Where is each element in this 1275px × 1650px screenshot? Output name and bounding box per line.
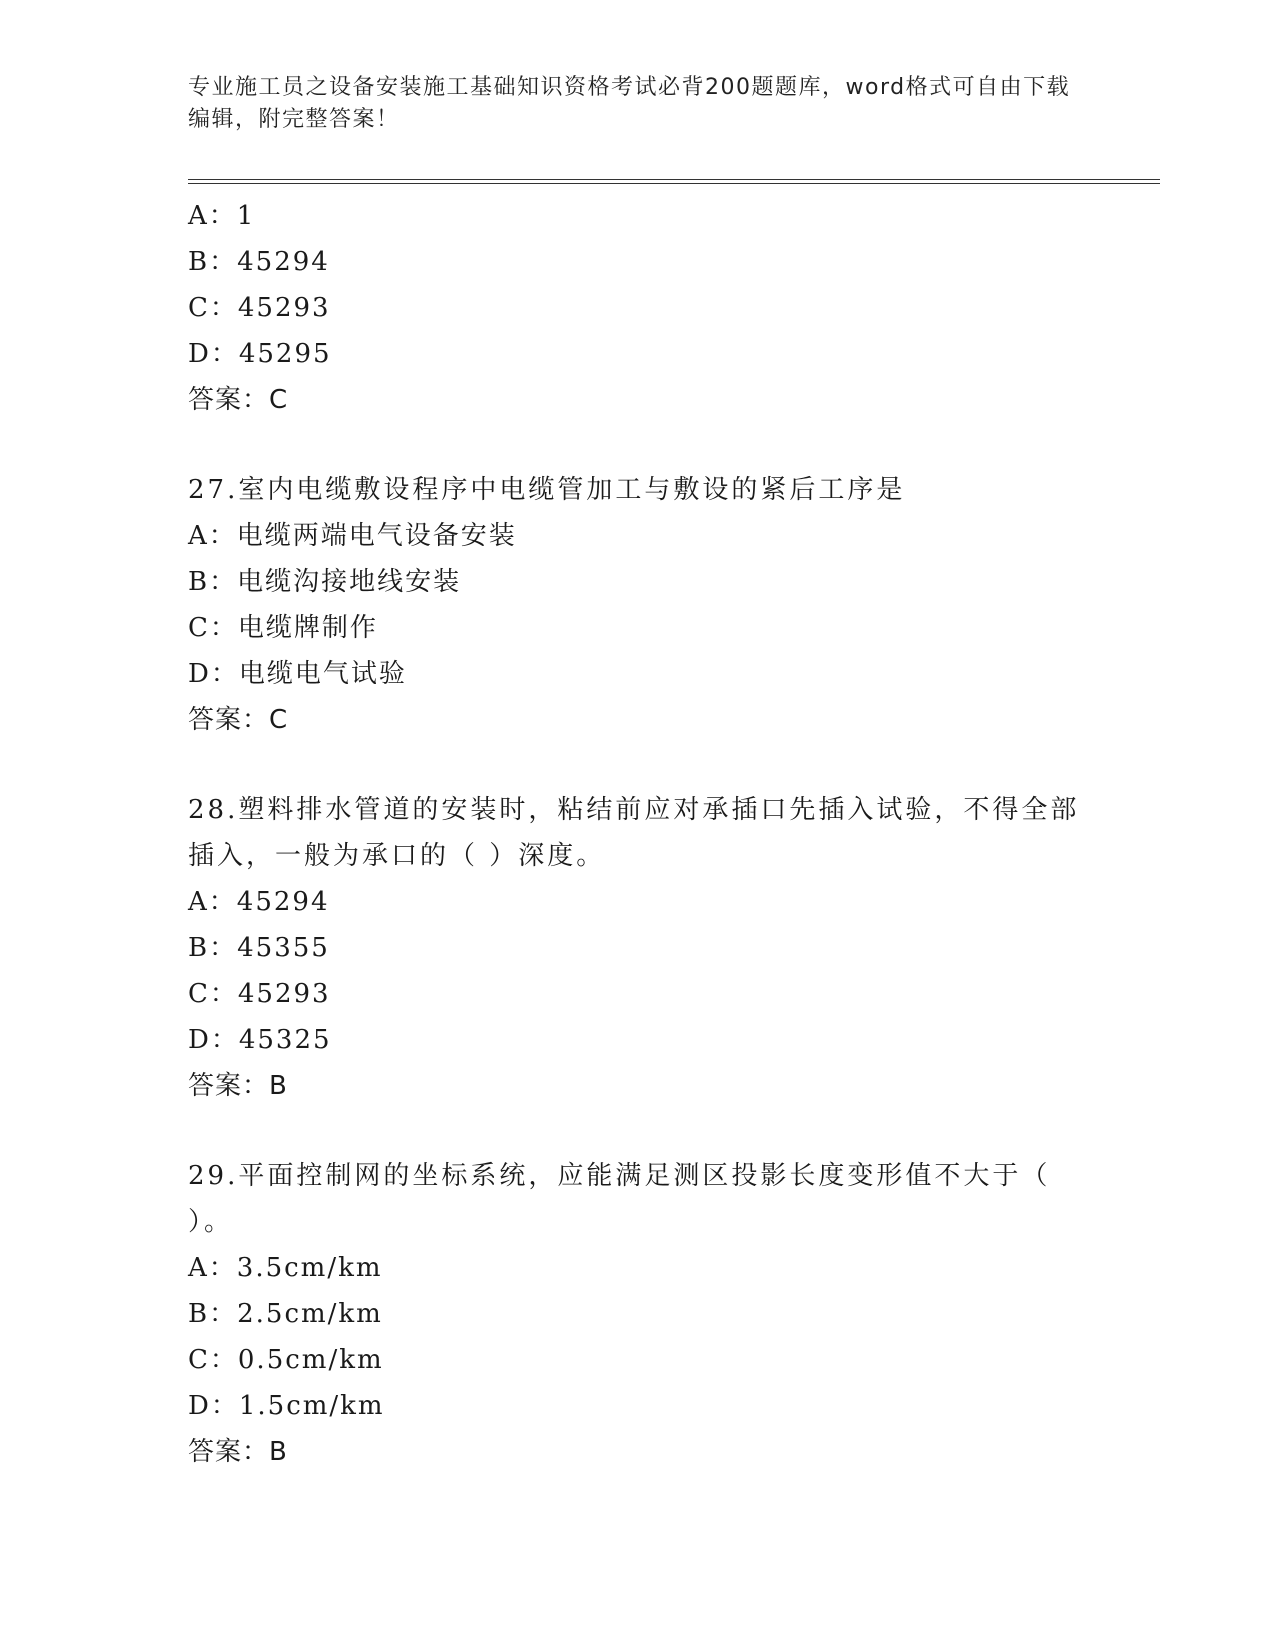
option-d: D：电缆电气试验 bbox=[188, 659, 407, 689]
option-a: A：3.5cm/km bbox=[188, 1253, 383, 1283]
answer-line: 答案：B bbox=[188, 1071, 288, 1101]
question-title: 29.平面控制网的坐标系统，应能满足测区投影长度变形值不大于（ ）。 bbox=[188, 1161, 1051, 1237]
question-block-29 bbox=[188, 1153, 1088, 1475]
option-c: C：电缆牌制作 bbox=[188, 613, 378, 643]
question-title: 28.塑料排水管道的安装时，粘结前应对承插口先插入试验，不得全部插入，一般为承口的（ ）深度。 bbox=[188, 795, 1080, 871]
document-header: 专业施工员之设备安装施工基础知识资格考试必背200题题库，word格式可自由下载编辑，附完整答案！ bbox=[188, 75, 1071, 132]
option-c: C：0.5cm/km bbox=[188, 1345, 384, 1375]
option-d: D：45325 bbox=[188, 1025, 332, 1055]
answer-line: 答案：C bbox=[188, 705, 289, 735]
option-d: D：45295 bbox=[188, 339, 332, 369]
question-title: 27.室内电缆敷设程序中电缆管加工与敷设的紧后工序是 bbox=[188, 475, 906, 505]
option-a: A：电缆两端电气设备安装 bbox=[188, 521, 517, 551]
option-b: B：电缆沟接地线安装 bbox=[188, 567, 462, 597]
option-b: B：2.5cm/km bbox=[188, 1299, 383, 1329]
answer-line: 答案：C bbox=[188, 385, 289, 415]
option-c: C：45293 bbox=[188, 979, 331, 1009]
answer-line: 答案：B bbox=[188, 1437, 288, 1467]
option-c: C：45293 bbox=[188, 293, 331, 323]
question-list bbox=[188, 193, 1088, 1475]
option-b: B：45294 bbox=[188, 247, 330, 277]
option-d: D：1.5cm/km bbox=[188, 1391, 385, 1421]
header-rule-top bbox=[188, 179, 1160, 180]
question-block-28 bbox=[188, 787, 1088, 1109]
option-a: A：1 bbox=[188, 201, 256, 231]
question-block-partial bbox=[188, 193, 1088, 423]
header-rule-bottom bbox=[188, 183, 1160, 184]
option-a: A：45294 bbox=[188, 887, 330, 917]
question-block-27 bbox=[188, 467, 1088, 743]
option-b: B：45355 bbox=[188, 933, 330, 963]
